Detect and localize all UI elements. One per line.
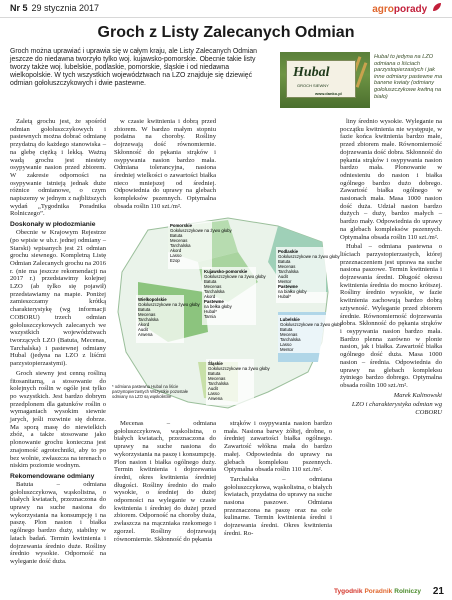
- source: LZO i charakterystyka odmian wg COBORU: [351, 401, 442, 417]
- paragraph: Hubal – odmiana pastewna o liściach parzystopierzastych, której przeznaczeniem jest uprawa na suche nasiona paszowe. Termin kwitnienia i dojrzewania średni. Długość okresu kwitnienia średnia do mocno krótszej. Rośliny średnio wysokie, w fazie kwitnienia zachowują bardzo dobrą sztywność. Wyleganie przed zbiorem średnie. Równomierność dojrzewania dobra. Skłonność do pękania strąków i osypywania nasion bardzo mała. Bardzo plenna zarówno w plonie nasion, jak i białka. Zawartość białka ogólnego dość duża. Masa 1000 nasion – średnia. Odpowiednia do uprawy na glebach kompleksu żytniego bardzo dobrego. Optymalna obsada roślin 100 szt./m².: [340, 243, 442, 389]
- seed-bag: [286, 60, 356, 98]
- map-note: [112, 384, 196, 412]
- leaf-icon: [432, 2, 442, 12]
- variety-name: Batuta: [280, 327, 293, 332]
- variety-name: Batuta: [204, 279, 217, 284]
- variety-name: Tarchalska: [278, 269, 299, 274]
- page-footer: [0, 586, 452, 600]
- paragraph: liny średnio wysokie. Wyleganie na początku kwitnienia nie występuje, w fazie końca kwitnienia bardzo małe, przed zbiorem małe. Równomierność dojrzewania dość dobra. Skłonność do pękania strąków i osypywania nasion bardzo mała. Plonowanie w odniesieniu do nasion i białka ogólnego bardzo dużo dobrego. Zawartość białka ogólnego w nasionach mała. Masa 1000 nasion dość duża. Udział nasion bardzo dużych – duży, bardzo małych – bardzo mały. Odpowiednia do uprawy na glebach kompleksów pszennych. Optymalna obsada roślin 110 szt./m².: [340, 118, 442, 241]
- magazine-name-part: Tygodnik: [334, 588, 363, 595]
- region-name: Pomorskie: [170, 223, 192, 228]
- issue-info: [10, 3, 99, 13]
- paragraph: Obecnie w Krajowym Rejestrze (po wpisie w ub.r. jednej odmiany – Starski) wpisanych jest 21 odmian grochu siewnego. Kompletną Listę Odmian Zalecanych grochu na 2016 r. (nie ma jeszcze rekomendacji na 2017 r.) przedstawimy kolejnej LZO (ab tylko się pojawił) przedstawiamy na mapie. Poniżej zamieszczamy krótką charakterystykę (wg informacji COBORU) trzech odmian gołoluszczykowych zalecanych we wszystkich województwach tworzących LZO (Batuta, Mecenas, Tarchalska) i pastewnej odmiany Hubal (jedyna na LZO z liśćmi parzystopierzastymi).: [10, 229, 106, 368]
- author: Marek Kalinowski: [393, 391, 442, 399]
- issue-date: 29 stycznia 2017: [31, 3, 100, 13]
- poland-map: [108, 212, 342, 412]
- variety-name: Lasso: [280, 342, 292, 347]
- region-subtitle: Gołoluszczykowe na żywo głoby: [204, 274, 266, 279]
- variety-name: Akord: [170, 248, 182, 253]
- variety-name: Mecenas: [170, 238, 188, 243]
- region-subtitle: Gołoluszczykowe na żywo głoby: [278, 254, 340, 259]
- variety-name: Arwena: [208, 396, 223, 401]
- column-4: [340, 118, 442, 578]
- brand-suffix: porady: [393, 4, 428, 15]
- variety-name: Arwena: [138, 332, 153, 337]
- variety-group: Pastewne: [278, 284, 298, 289]
- variety-name: Tarchalska: [280, 337, 301, 342]
- paragraph: Zaletą grochu jest, że spośród odmian gołoluszczykowych i pastewnych można dobrać odmianę przydatną do każdego stanowiska – na glebę ciężką i lekką. Ważną wadą grochu jest niestety osypywanie nasion przed zbiorem. W zakresie odporności na osypywanie istnieją jednak duże różnice odmianowe, o czym napiszemy w jednym z najbliższych wydań „Tygodnika Poradnika Rolniczego”.: [10, 118, 106, 218]
- variety-name: Tarchalska: [138, 317, 159, 322]
- variety-name: Mecenas: [280, 332, 298, 337]
- paragraph: Mecenas – odmiana gołoluszczykowa, wąskolistna, o białych kwiatach, przeznaczona do uprawy na suche nasiona do wykorzystania na paszę i konsumpcję. Plon nasion i białka ogólnego duży. Termin kwitnienia i dojrzewania średni, okres kwitnienia średniej długości. Rośliny średnio do mało wysokie, o średniej do dużej odporności na wyleganie w czasie kwitnienia i średniej do dużej przed zbiorem. Odporność na choroby duża, zwłaszcza na mączniaka rzekomego i zgorzel. Rośliny dojrzewają równomiernie. Skłonność do pękania: [114, 420, 216, 543]
- brand-prefix: agro: [372, 4, 394, 15]
- variety-name: Tarchalska: [170, 243, 191, 248]
- paragraph: strąków i osypywania nasion bardzo mała. Nasiona barwy żółtej, drobne, o średniej zawartości białka ogólnego. Zawartość włókna mała do bardzo małej. Odpowiednia do uprawy na glebach kompleksu pszennych. Optymalna obsada roślin 110 szt./m².: [224, 420, 332, 474]
- region-subtitle: Gołoluszczykowe na żywo głoby: [138, 302, 200, 307]
- magazine-name: [333, 588, 422, 595]
- region-label-lubelskie: [278, 315, 342, 353]
- variety-name: Akord: [138, 322, 150, 327]
- region-subtitle: Gołoluszczykowe na żywo głoby: [280, 322, 342, 327]
- variety-name: Lasso: [170, 253, 182, 258]
- variety-group: Pastewne: [204, 299, 224, 304]
- variety-name: Lasso: [208, 391, 220, 396]
- column-3-bottom: [224, 420, 332, 572]
- variety-name: Mecenas: [138, 312, 156, 317]
- issue-number: Nr 5: [10, 3, 28, 13]
- variety-name: Tarchalska: [204, 289, 225, 294]
- region-subtitle: Gołoluszczykowe na żywo głoby: [170, 228, 232, 233]
- photo-caption: Hubal to jedyna na LZO odmiana o liściach parzystopierzastych i jak inne odmiany pastewne ma barwne kwiaty (odmiany gołoluszczykowe kwitną na biało): [374, 54, 443, 100]
- variety-group-sub: na bełka głoby: [204, 304, 232, 309]
- page-header: [0, 0, 452, 18]
- paragraph: w czasie kwitnienia i dobrą przed zbiorem. W bardzo małym stopniu podatna na choroby. Rośliny dojrzewają dość równomiernie. Skłonność do pękania strąków i osypywania nasion bardzo mała. Odmiana tolerancyjna, nasiona średniej wielkości o zawartości białka nieco mniejszej od średniej. Odpowiednia do uprawy na glebach kompleksów pszennych. Optymalna obsada roślin 110 szt./m².: [114, 118, 216, 210]
- paragraph: Batuta – odmiana gołoluszczykowa, wąskolistna, o białych kwiatach, przeznaczona do uprawy na suche nasiona do wykorzystania na konsumpcję i na paszę. Plon nasion i białka ogólnego bardzo duży, stabilny w latach badań. Termin kwitnienia i dojrzewania średnio duże. Rośliny średnio wysokie. Odporność na wyleganie dość duża.: [10, 480, 106, 565]
- map-note-text: * odmiana pastewna Hubal na liście parzystopierzastych Wszystkie pozostałe odmiany na LZO są wąskolistne: [112, 384, 189, 399]
- variety-name: Tarchalska: [208, 381, 229, 386]
- magazine-name-part: Poradnik: [364, 588, 393, 595]
- variety-name: Hubal*: [204, 309, 217, 314]
- region-name: Kujawsko-pomorskie: [204, 269, 248, 274]
- bag-subtitle: GROCH SIEWNY: [297, 83, 329, 88]
- variety-name: Ezop: [170, 258, 180, 263]
- region-name: Lubelskie: [280, 317, 300, 322]
- variety-name: Hubal*: [278, 294, 291, 299]
- column-2-bottom: [114, 420, 216, 572]
- paragraph: Tarchalska – odmiana gołoluszczykowa, wąskolistna, o białych kwiatach, przydatna do uprawy na suche nasiona paszowe. Odmiana przeznaczona na paszę oraz na cele kulinarne. Termin kwitnienia średni i dojrzewania średni. Okres kwitnienia średni. Ro-: [224, 475, 332, 537]
- variety-group-sub: na białko głoby: [278, 289, 307, 294]
- article-lead: Groch można uprawiać i uprawia się w całym kraju, ale Listy Zalecanych Odmian jeszcze do niedawna tworzyło tylko woj. kujawsko-pomorskie. Obecnie takie listy tworzy także woj. lubelskie, podlaskie, pomorskie, śląskie i od niedawna wielkopolskie. W tych wszystkich województwach na LZO znajduje się dziewięć odmian gołoluszczykowych i dwie pastewne.: [10, 48, 258, 87]
- variety-name: Akord: [204, 294, 216, 299]
- variety-name: Mecenas: [278, 264, 296, 269]
- article-title: Groch z Listy Zalecanych Odmian: [97, 24, 355, 41]
- variety-name: Mentor: [278, 279, 292, 284]
- paragraph: Groch siewny jest cenną rośliną fitosanitarną, a stosowanie do kolejnych roślin w ogóle jest tylko po wszystkich. Jest bardzo dobrym przedplonem dla gatunków roślin o wymaganiach wysokim siewnie jarych, jeśli rozwinie się dobrze. Ma sporą masę do niewielkich zbóż, a także stosowane jako plonowanie grochu konieczna jest znajomość agrotechniki, aby to po bez wolnie, zwłaszcza na terenach o niskim poziomie wodnym.: [10, 369, 106, 470]
- region-name: Śląskie: [208, 361, 223, 366]
- section-heading: Rekomendowane odmiany: [10, 472, 95, 480]
- region-subtitle: Gołoluszczykowe na żywo głoby: [208, 366, 270, 371]
- variety-name: Batuta: [170, 233, 183, 238]
- region-label-podlaskie: [276, 247, 340, 303]
- bag-brand: Hubal: [293, 65, 330, 80]
- region-name: Wielkopolskie: [138, 297, 167, 302]
- section-heading: Doskonały w płodozmianie: [10, 221, 96, 229]
- column-1: [10, 118, 106, 568]
- region-name: Podlaskie: [278, 249, 299, 254]
- variety-name: Batuta: [278, 259, 291, 264]
- brand-logo: [372, 2, 442, 15]
- article-photo: [280, 52, 370, 108]
- variety-name: Batuta: [138, 307, 151, 312]
- variety-name: Audit: [208, 386, 218, 391]
- variety-name: Tarnia: [204, 314, 216, 319]
- variety-name: Audit: [278, 274, 288, 279]
- variety-name: Mecenas: [204, 284, 222, 289]
- variety-name: Mentor: [280, 347, 294, 352]
- column-2-top: [114, 118, 216, 210]
- magazine-name-part: Rolniczy: [394, 588, 421, 595]
- page-number: 21: [432, 586, 444, 597]
- variety-name: Mecenas: [208, 376, 226, 381]
- variety-name: Audit: [138, 327, 148, 332]
- bag-url: www.danko.pl: [315, 91, 342, 96]
- variety-name: Batuta: [208, 371, 221, 376]
